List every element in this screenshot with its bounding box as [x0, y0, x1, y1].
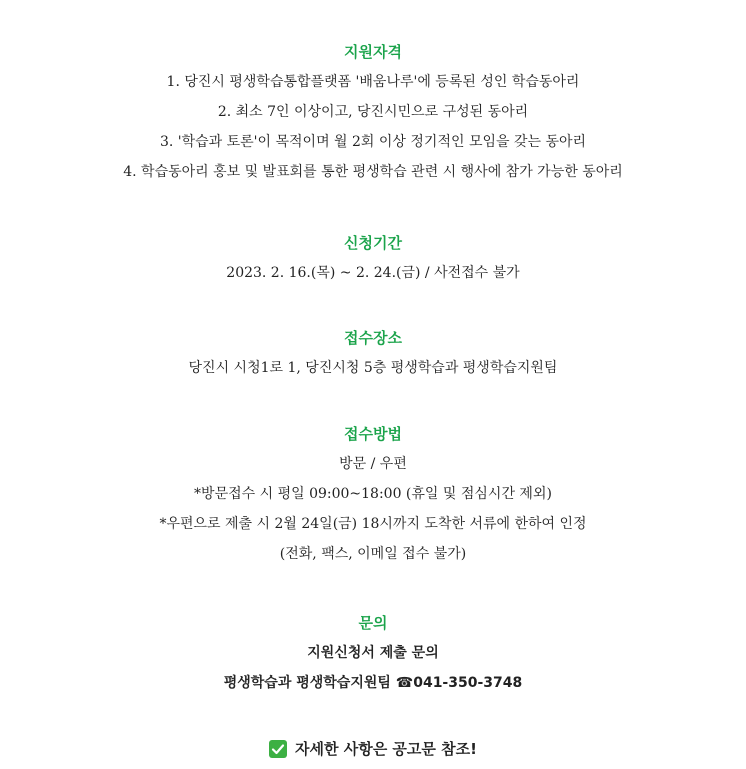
period-section	[0, 233, 746, 283]
check-mark-icon	[269, 740, 287, 758]
method-heading: 접수방법	[344, 425, 402, 443]
reference-note-text: 자세한 사항은 공고문 참조!	[295, 740, 477, 758]
eligibility-line-1: 1. 당진시 평생학습통합플랫폼 '배움나루'에 등록된 성인 학습동아리	[166, 74, 580, 90]
eligibility-line-4: 4. 학습동아리 홍보 및 발표회를 통한 평생학습 관련 시 행사에 참가 가능한 동아리	[123, 164, 623, 180]
inquiry-section	[0, 613, 746, 693]
method-section	[0, 424, 746, 564]
reference-note	[0, 738, 746, 760]
place-line: 당진시 시청1로 1, 당진시청 5층 평생학습과 평생학습지원팀	[188, 360, 558, 376]
eligibility-line-2: 2. 최소 7인 이상이고, 당진시민으로 구성된 동아리	[217, 104, 529, 120]
eligibility-heading: 지원자격	[344, 43, 402, 61]
method-line-3: *우편으로 제출 시 2월 24일(금) 18시까지 도착한 서류에 한하여 인정	[159, 516, 587, 532]
inquiry-line-2: 평생학습과 평생학습지원팀 ☎041-350-3748	[223, 675, 523, 691]
method-line-2: *방문접수 시 평일 09:00~18:00 (휴일 및 점심시간 제외)	[194, 486, 552, 502]
method-line-1: 방문 / 우편	[339, 456, 407, 472]
inquiry-heading: 문의	[358, 614, 388, 632]
method-line-4: (전화, 팩스, 이메일 접수 불가)	[279, 546, 467, 562]
place-section	[0, 328, 746, 378]
period-heading: 신청기간	[344, 234, 402, 252]
period-line: 2023. 2. 16.(목) ~ 2. 24.(금) / 사전접수 불가	[226, 265, 520, 281]
eligibility-line-3: 3. '학습과 토론'이 목적이며 월 2회 이상 정기적인 모임을 갖는 동아리	[159, 134, 587, 150]
eligibility-section	[0, 42, 746, 182]
place-heading: 접수장소	[344, 329, 402, 347]
inquiry-line-1: 지원신청서 제출 문의	[307, 645, 439, 661]
